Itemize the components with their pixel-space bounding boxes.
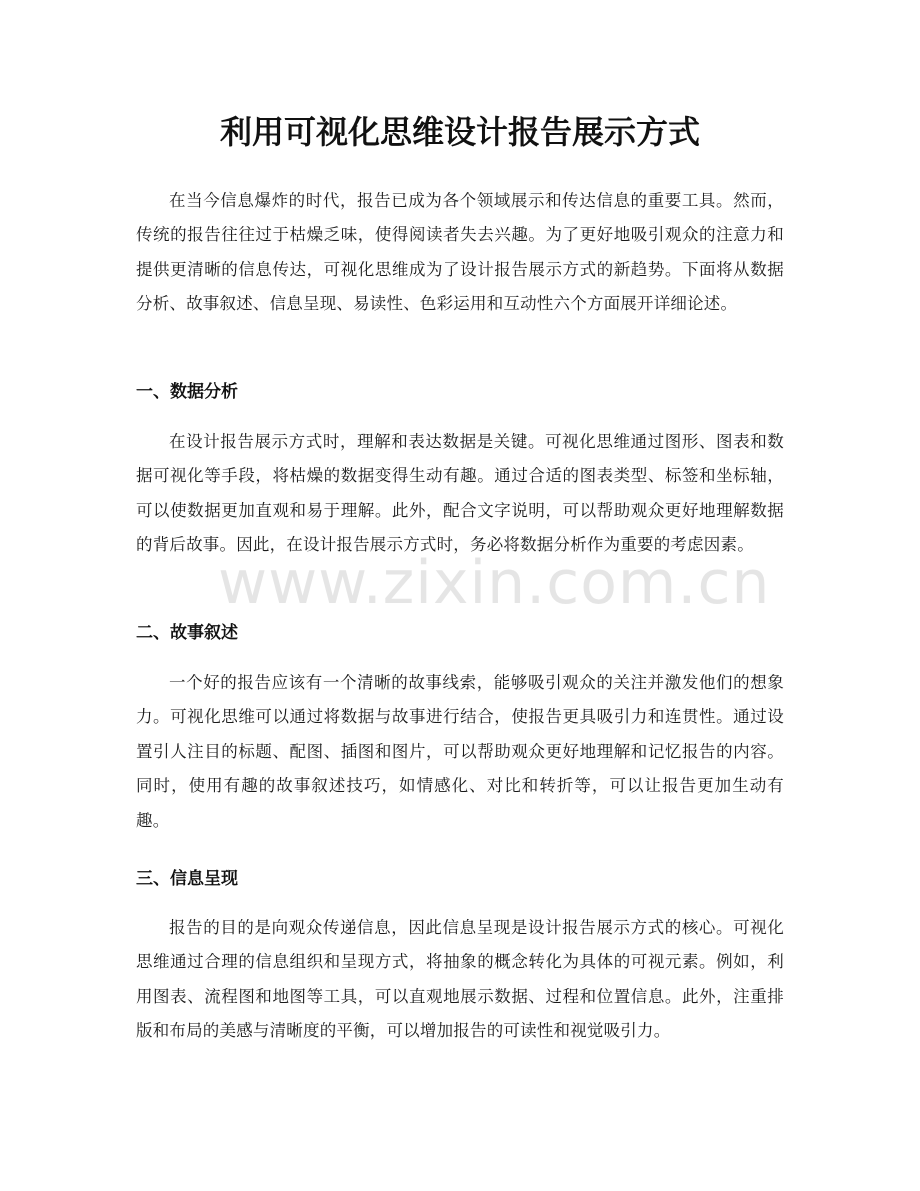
section-2-body: 一个好的报告应该有一个清晰的故事线索，能够吸引观众的关注并激发他们的想象力。可视化思维可以通过将数据与故事进行结合，使报告更具吸引力和连贯性。通过设置引人注目的标题、配图、插图和图片，可以帮助观众更好地理解和记忆报告的内容。同时，使用有趣的故事叙述技巧，如情感化、对比和转折等，可以让报告更加生动有趣。 — [136, 673, 784, 830]
section-1-heading: 一、数据分析 — [136, 382, 238, 402]
document-title: 利用可视化思维设计报告展示方式 — [219, 113, 700, 151]
section-1-body: 在设计报告展示方式时，理解和表达数据是关键。可视化思维通过图形、图表和数据可视化等手段，将枯燥的数据变得生动有趣。通过合适的图表类型、标签和坐标轴，可以使数据更加直观和易于理解。此外，配合文字说明，可以帮助观众更好地理解数据的背后故事。因此，在设计报告展示方式时，务必将数据分析作为重要的考虑因素。 — [136, 432, 784, 555]
section-3-body: 报告的目的是向观众传递信息，因此信息呈现是设计报告展示方式的核心。可视化思维通过合理的信息组织和呈现方式，将抽象的概念转化为具体的可视元素。例如，利用图表、流程图和地图等工具，可以直观地展示数据、过程和位置信息。此外，注重排版和布局的美感与清晰度的平衡，可以增加报告的可读性和视觉吸引力。 — [136, 918, 784, 1041]
intro-paragraph: 在当今信息爆炸的时代，报告已成为各个领域展示和传达信息的重要工具。然而，传统的报告往往过于枯燥乏味，使得阅读者失去兴趣。为了更好地吸引观众的注意力和提供更清晰的信息传达，可视化思维成为了设计报告展示方式的新趋势。下面将从数据分析、故事叙述、信息呈现、易读性、色彩运用和互动性六个方面展开详细论述。 — [136, 191, 784, 314]
section-3-heading: 三、信息呈现 — [136, 869, 238, 889]
watermark-text: www.zixin.com.cn — [218, 548, 771, 618]
section-2-heading: 二、故事叙述 — [136, 623, 238, 643]
